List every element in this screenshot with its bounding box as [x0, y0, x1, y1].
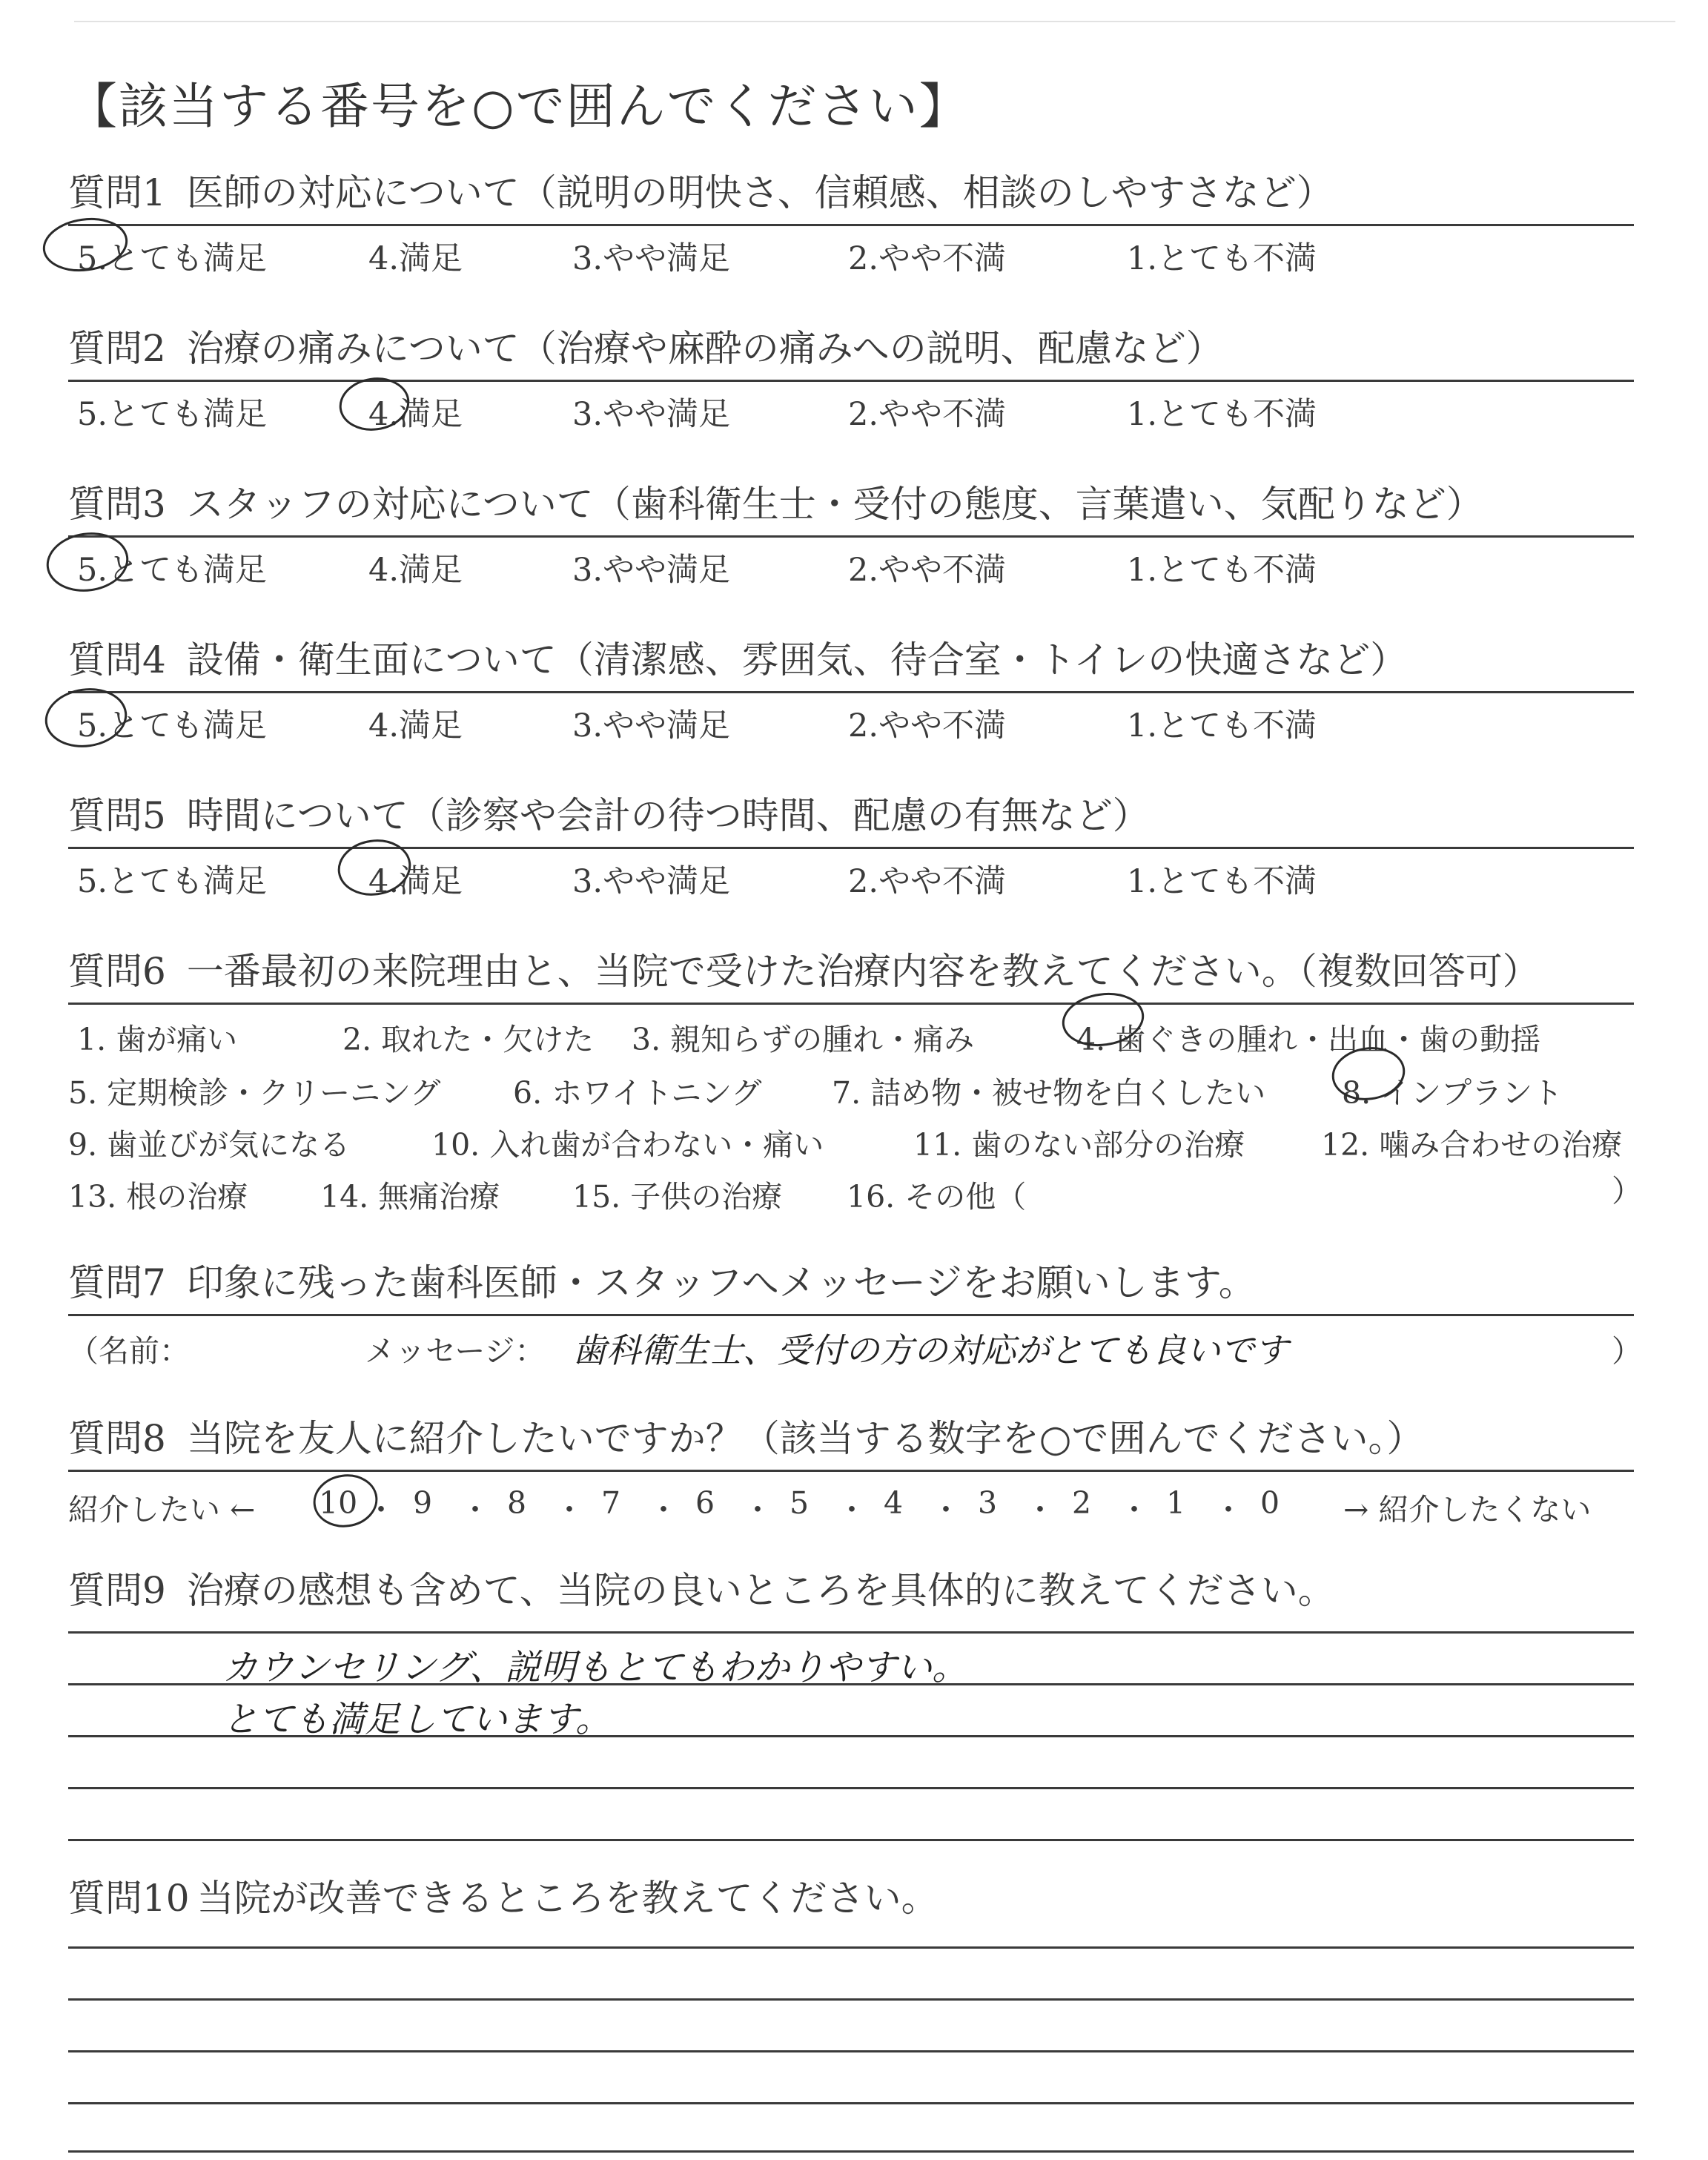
question-8 — [68, 1416, 1634, 1531]
question-10 — [68, 1876, 1634, 1929]
rating-option[interactable] — [1127, 545, 1317, 590]
reason-option[interactable]: 3. 親知らずの腫れ・痛み — [632, 1022, 975, 1057]
option-number: 1. — [1127, 396, 1158, 433]
reason-option[interactable]: 12. 噛み合わせの治療 — [1321, 1127, 1623, 1163]
question-7-header — [68, 1261, 1634, 1316]
rating-option[interactable] — [848, 701, 1006, 746]
option-number: 2. — [848, 396, 879, 433]
rating-option[interactable] — [572, 389, 730, 435]
option-number: 2. — [848, 240, 879, 277]
rating-option[interactable] — [572, 856, 730, 902]
question-number: 質問3 — [68, 483, 166, 526]
question-7 — [68, 1261, 1642, 1375]
question-text: 治療の感想も含めて、当院の良いところを具体的に教えてください。 — [186, 1569, 1335, 1612]
rating-option[interactable] — [77, 701, 267, 746]
rating-option[interactable] — [1127, 701, 1317, 746]
reason-option[interactable]: 15. 子供の治療 — [572, 1179, 783, 1215]
scale-value[interactable]: 2 — [1072, 1485, 1092, 1521]
message-row — [68, 1316, 1642, 1375]
question-number: 質問1 — [68, 171, 166, 214]
question-3 — [68, 482, 1634, 589]
rating-option[interactable] — [572, 545, 730, 590]
question-text: 印象に残った歯科医師・スタッフへメッセージをお願いします。 — [186, 1261, 1256, 1304]
question-text: 当院が改善できるところを教えてください。 — [196, 1877, 939, 1920]
reason-option[interactable]: 6. ホワイトニング — [513, 1075, 762, 1111]
scale-separator: ・ — [742, 1492, 773, 1527]
improvement-line-4 — [68, 2102, 1634, 2104]
scale-value[interactable]: 4 — [884, 1485, 904, 1521]
option-label: 満足 — [399, 552, 463, 589]
option-number: 5. — [77, 240, 108, 277]
question-5-header — [68, 793, 1634, 849]
rating-options — [68, 693, 1634, 745]
question-text: 一番最初の来院理由と、当院で受けた治療内容を教えてください。（複数回答可） — [186, 950, 1540, 993]
option-number: 4. — [368, 240, 400, 277]
rating-option[interactable] — [572, 701, 730, 746]
question-number: 質問8 — [68, 1417, 166, 1460]
rating-option[interactable] — [1127, 234, 1317, 279]
reason-options — [68, 1005, 1642, 1220]
rating-option[interactable] — [848, 234, 1006, 279]
scale-separator: ・ — [648, 1492, 679, 1527]
reason-option[interactable]: 16. その他（ — [847, 1179, 1027, 1215]
option-label: やや満足 — [603, 863, 731, 900]
option-number: 1. — [1127, 240, 1158, 277]
scale-value[interactable]: 10 — [319, 1485, 358, 1521]
scale-separator: ・ — [930, 1492, 961, 1527]
question-number: 質問4 — [68, 638, 166, 681]
reason-option[interactable]: 1. 歯が痛い — [77, 1022, 238, 1057]
question-number: 質問2 — [68, 327, 166, 370]
scale-left-label: 紹介したい ← — [68, 1492, 256, 1527]
option-label: 満足 — [399, 863, 463, 900]
improvement-line-2 — [68, 1998, 1634, 2001]
option-label: やや不満 — [878, 863, 1007, 900]
rating-option[interactable] — [77, 234, 267, 279]
reason-option[interactable]: 4. 歯ぐきの腫れ・出血・歯の動揺 — [1076, 1022, 1541, 1057]
question-1-header — [68, 171, 1634, 226]
option-number: 4. — [368, 863, 400, 900]
option-label: とても不満 — [1157, 240, 1317, 277]
reason-option[interactable]: 10. 入れ歯が合わない・痛い — [431, 1127, 824, 1163]
page-title: 【該当する番号を○で囲んでください】 — [68, 78, 970, 135]
rating-options — [68, 849, 1634, 901]
option-number: 3. — [572, 240, 603, 277]
option-label: 満足 — [399, 707, 463, 744]
question-8-header — [68, 1416, 1634, 1472]
scale-separator: ・ — [1213, 1492, 1244, 1527]
scale-right-label: → 紹介したくない — [1343, 1492, 1592, 1527]
reason-option[interactable]: 7. 詰め物・被せ物を白くしたい — [832, 1075, 1266, 1111]
option-number: 1. — [1127, 707, 1158, 744]
question-10-header — [68, 1876, 1634, 1929]
scale-separator: ・ — [365, 1492, 397, 1527]
scale-value[interactable]: 9 — [413, 1485, 433, 1521]
option-label: やや満足 — [603, 396, 731, 433]
option-label: やや不満 — [878, 396, 1007, 433]
rating-option[interactable] — [368, 701, 463, 746]
option-label: やや不満 — [878, 707, 1007, 744]
question-number: 質問10 — [68, 1877, 190, 1920]
question-5 — [68, 793, 1634, 901]
question-text: 医師の対応について（説明の明快さ、信頼感、相談のしやすさなど） — [186, 171, 1334, 214]
option-label: とても満足 — [107, 396, 268, 433]
rating-option[interactable] — [368, 545, 463, 590]
rating-option[interactable] — [848, 389, 1006, 435]
answer-line-1 — [68, 1631, 1634, 1634]
option-number: 3. — [572, 552, 603, 589]
question-number: 質問5 — [68, 794, 166, 837]
reason-option[interactable]: 2. 取れた・欠けた — [342, 1022, 595, 1057]
option-label: やや不満 — [878, 552, 1007, 589]
option-number: 5. — [77, 863, 108, 900]
option-number: 4. — [368, 552, 400, 589]
scale-separator: ・ — [1119, 1492, 1150, 1527]
reason-option[interactable]: 8. インプラント — [1342, 1075, 1563, 1111]
reason-option[interactable]: 9. 歯並びが気になる — [68, 1127, 351, 1163]
name-label: （名前： — [68, 1333, 190, 1369]
scale-value[interactable]: 6 — [695, 1485, 715, 1521]
reason-option[interactable]: 11. 歯のない部分の治療 — [913, 1127, 1245, 1163]
other-close-paren: ） — [1612, 1173, 1642, 1209]
message-label: メッセージ： — [365, 1333, 546, 1369]
scale-value[interactable]: 8 — [507, 1485, 527, 1521]
question-number: 質問7 — [68, 1261, 166, 1304]
option-number: 3. — [572, 863, 603, 900]
message-close-paren: ） — [1612, 1333, 1642, 1369]
option-label: とても満足 — [107, 707, 268, 744]
rating-option[interactable] — [77, 545, 267, 590]
improvement-line-3 — [68, 2050, 1634, 2052]
option-label: やや満足 — [603, 240, 731, 277]
scale-separator: ・ — [836, 1492, 867, 1527]
option-number: 5. — [77, 552, 108, 589]
option-label: とても不満 — [1157, 707, 1317, 744]
question-6 — [68, 949, 1642, 1220]
question-text: 設備・衛生面について（清潔感、雰囲気、待合室・トイレの快適さなど） — [186, 638, 1408, 681]
option-label: やや満足 — [603, 707, 731, 744]
reason-option[interactable]: 13. 根の治療 — [68, 1179, 248, 1215]
rating-option[interactable] — [1127, 389, 1317, 435]
handwritten-message[interactable]: 歯科衛生士、受付の方の対応がとても良いです — [572, 1330, 1288, 1370]
question-text: 時間について（診察や会計の待つ時間、配慮の有無など） — [186, 794, 1150, 837]
reason-option[interactable]: 14. 無痛治療 — [320, 1179, 500, 1215]
question-9-header — [68, 1568, 1634, 1622]
scale-value[interactable]: 7 — [601, 1485, 621, 1521]
rating-option[interactable] — [368, 856, 463, 902]
scale-value[interactable]: 3 — [978, 1485, 998, 1521]
question-text: スタッフの対応について（歯科衛生士・受付の態度、言葉遣い、気配りなど） — [186, 483, 1483, 526]
option-label: 満足 — [399, 240, 463, 277]
option-label: とても不満 — [1157, 396, 1317, 433]
question-9 — [68, 1568, 1634, 1622]
scale-separator: ・ — [460, 1492, 491, 1527]
rating-options — [68, 538, 1634, 589]
option-number: 3. — [572, 396, 603, 433]
top-edge-line — [74, 21, 1675, 22]
option-number: 5. — [77, 396, 108, 433]
option-number: 4. — [368, 707, 400, 744]
question-1 — [68, 171, 1634, 278]
rating-option[interactable] — [77, 389, 267, 435]
improvement-line-1 — [68, 1946, 1634, 1949]
question-4 — [68, 638, 1634, 745]
option-number: 2. — [848, 707, 879, 744]
answer-line-4 — [68, 1787, 1634, 1789]
answer-line-5 — [68, 1839, 1634, 1841]
option-label: やや不満 — [878, 240, 1007, 277]
question-text: 治療の痛みについて（治療や麻酔の痛みへの説明、配慮など） — [186, 327, 1223, 370]
rating-options — [68, 226, 1634, 278]
option-label: とても不満 — [1157, 552, 1317, 589]
rating-option[interactable] — [848, 545, 1006, 590]
scale-value[interactable]: 1 — [1166, 1485, 1186, 1521]
question-text: 当院を友人に紹介したいですか？（該当する数字を○で囲んでください。） — [186, 1417, 1424, 1460]
referral-scale — [68, 1472, 1634, 1531]
option-number: 1. — [1127, 552, 1158, 589]
rating-option[interactable] — [368, 234, 463, 279]
question-2 — [68, 326, 1634, 434]
question-2-header — [68, 326, 1634, 382]
scale-value[interactable]: 5 — [790, 1485, 810, 1521]
option-label: とても満足 — [107, 863, 268, 900]
option-label: とても満足 — [107, 240, 268, 277]
reason-option[interactable]: 5. 定期検診・クリーニング — [68, 1075, 441, 1111]
option-label: とても不満 — [1157, 863, 1317, 900]
option-label: とても満足 — [107, 552, 268, 589]
rating-option[interactable] — [77, 856, 267, 902]
handwritten-answer-line-2[interactable]: とても満足しています。 — [222, 1699, 612, 1740]
option-label: やや満足 — [603, 552, 731, 589]
question-4-header — [68, 638, 1634, 693]
question-3-header — [68, 482, 1634, 538]
scale-separator: ・ — [1025, 1492, 1056, 1527]
rating-options — [68, 382, 1634, 434]
scale-separator: ・ — [554, 1492, 585, 1527]
question-number: 質問6 — [68, 950, 166, 993]
option-number: 5. — [77, 707, 108, 744]
scale-value[interactable]: 0 — [1260, 1485, 1280, 1521]
option-number: 3. — [572, 707, 603, 744]
handwritten-answer-line-1[interactable]: カウンセリング、説明もとてもわかりやすい。 — [222, 1647, 968, 1688]
question-6-header — [68, 949, 1634, 1005]
option-number: 2. — [848, 552, 879, 589]
option-number: 2. — [848, 863, 879, 900]
rating-option[interactable] — [368, 389, 463, 435]
option-number: 4. — [368, 396, 400, 433]
rating-option[interactable] — [572, 234, 730, 279]
rating-option[interactable] — [1127, 856, 1317, 902]
option-label: 満足 — [399, 396, 463, 433]
rating-option[interactable] — [848, 856, 1006, 902]
option-number: 1. — [1127, 863, 1158, 900]
question-number: 質問9 — [68, 1569, 166, 1612]
improvement-line-5 — [68, 2150, 1634, 2153]
